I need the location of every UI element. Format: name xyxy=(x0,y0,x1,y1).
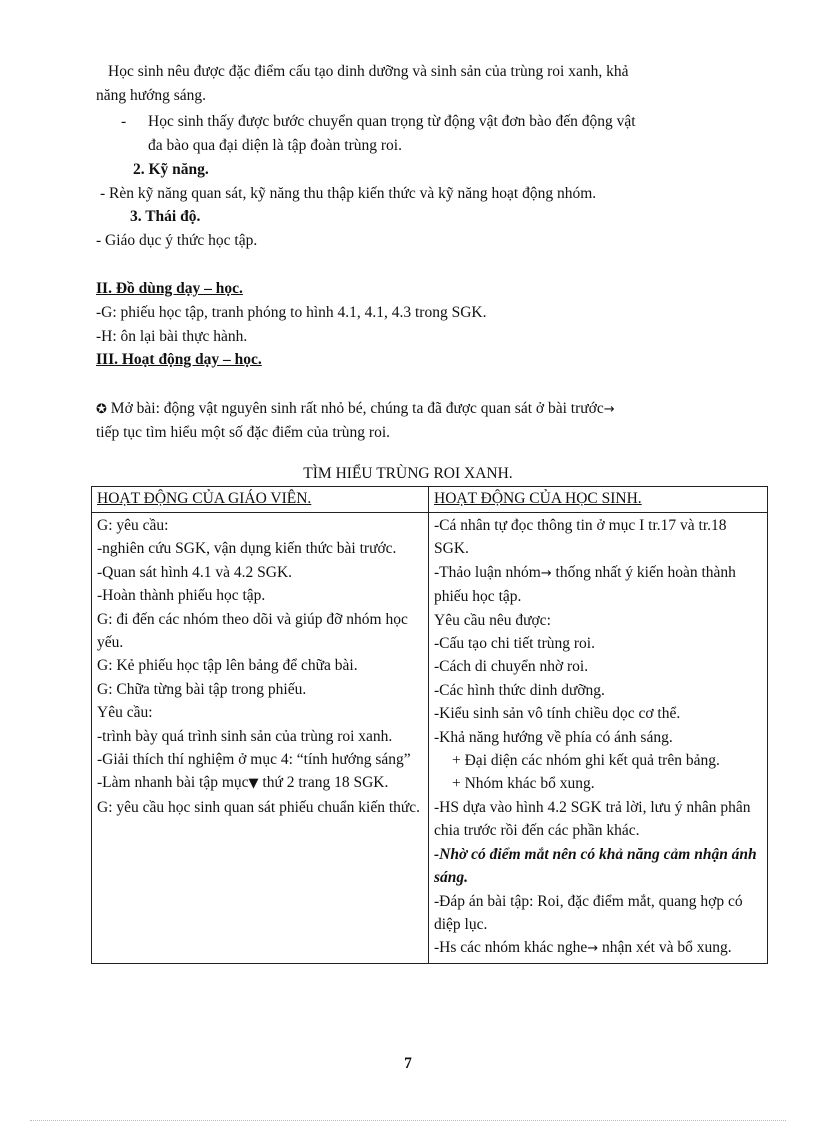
student-line-part: nhận xét và bổ xung. xyxy=(598,939,732,957)
circle-star-bullet-icon: ✪ xyxy=(96,402,107,417)
student-line: -Cá nhân tự đọc thông tin ở mục I tr.17 và tr.18 SGK. xyxy=(434,517,727,558)
student-line: -Cách di chuyển nhờ roi. xyxy=(434,658,589,676)
teacher-line: -nghiên cứu SGK, vận dụng kiến thức bài trước. xyxy=(97,540,397,558)
activities-heading: III. Hoạt động dạy – học. xyxy=(96,351,262,368)
right-arrow-icon: → xyxy=(587,941,599,957)
student-line-part: -Hs các nhóm khác nghe xyxy=(434,939,588,957)
footer-divider xyxy=(30,1120,786,1121)
teacher-line xyxy=(97,771,423,795)
student-line-emphasis: -Nhờ có điểm mắt nên có khả năng cảm nhận ánh sáng. xyxy=(434,845,757,887)
materials-heading: II. Đồ dùng dạy – học. xyxy=(96,280,243,297)
objective-line-1: Học sinh nêu được đặc điểm cấu tạo dinh dưỡng và sinh sản của trùng roi xanh, khả xyxy=(108,63,629,80)
teacher-line: G: Kẻ phiếu học tập lên bảng để chữa bài. xyxy=(97,657,358,675)
table-header-row xyxy=(92,487,768,513)
teacher-line-part: -Làm nhanh bài tập mục xyxy=(97,774,249,792)
student-line-part: -Thảo luận nhóm xyxy=(434,563,541,581)
teacher-line: -Quan sát hình 4.1 và 4.2 SGK. xyxy=(97,563,293,581)
teacher-line: G: đi đến các nhóm theo dõi và giúp đỡ nhóm học yếu. xyxy=(97,610,408,652)
right-arrow-icon: → xyxy=(603,402,615,417)
intro-line-2: tiếp tục tìm hiểu một số đặc điểm của trùng roi. xyxy=(96,424,391,441)
intro-text-1: Mở bài: động vật nguyên sinh rất nhỏ bé, chúng ta đã được quan sát ở bài trước xyxy=(110,400,604,417)
student-line: + Nhóm khác bổ xung. xyxy=(452,775,595,793)
teacher-column-header: HOẠT ĐỘNG CỦA GIÁO VIÊN. xyxy=(92,487,429,513)
student-line: -Cấu tạo chi tiết trùng roi. xyxy=(434,635,595,653)
student-line: -HS dựa vào hình 4.2 SGK trả lời, lưu ý nhân phân chia trước rồi đến các phần khác. xyxy=(434,798,751,840)
student-line: + Đại diện các nhóm ghi kết quả trên bảng. xyxy=(452,752,720,770)
teacher-line: -Hoàn thành phiếu học tập. xyxy=(97,587,266,605)
skills-text: - Rèn kỹ năng quan sát, kỹ năng thu thập kiến thức và kỹ năng hoạt động nhóm. xyxy=(100,185,597,202)
teacher-line: G: yêu cầu: xyxy=(97,517,169,534)
teacher-line: -trình bày quá trình sinh sản của trùng roi xanh. xyxy=(97,727,393,745)
teacher-activities-cell xyxy=(92,513,429,964)
student-line xyxy=(434,936,762,960)
teacher-line: G: Chữa từng bài tập trong phiếu. xyxy=(97,680,307,698)
skills-heading: 2. Kỹ năng. xyxy=(133,161,209,178)
attitude-heading: 3. Thái độ. xyxy=(130,208,201,225)
student-line-part: thống nhất ý kiến hoàn thành phiếu học tập. xyxy=(434,563,736,606)
teacher-line: Yêu cầu: xyxy=(97,704,153,722)
student-line: -Các hình thức dinh dưỡng. xyxy=(434,681,605,699)
student-activities-cell xyxy=(429,513,768,964)
materials-student: -H: ôn lại bài thực hành. xyxy=(96,328,248,345)
down-triangle-icon: ▼ xyxy=(248,776,259,792)
student-line: -Đáp án bài tập: Roi, đặc điểm mắt, quang hợp có diệp lục. xyxy=(434,892,743,933)
student-line: Yêu cầu nêu được: xyxy=(434,611,551,629)
objective-line-2: năng hướng sáng. xyxy=(96,87,207,104)
intro-line-1 xyxy=(96,397,615,422)
student-line xyxy=(434,561,762,609)
materials-teacher: -G: phiếu học tập, tranh phóng to hình 4.1, 4.1, 4.3 trong SGK. xyxy=(96,304,487,321)
teacher-line: G: yêu cầu học sinh quan sát phiếu chuẩn kiến thức. xyxy=(97,798,421,816)
objective-line-3: Học sinh thấy được bước chuyển quan trọng từ động vật đơn bào đến động vật xyxy=(148,113,636,130)
attitude-text: - Giáo dục ý thức học tập. xyxy=(96,232,258,249)
teacher-line-part: thứ 2 trang 18 SGK. xyxy=(258,774,389,792)
objective-line-4: đa bào qua đại diện là tập đoàn trùng roi. xyxy=(148,137,402,154)
activity-table xyxy=(91,486,768,964)
student-column-header: HOẠT ĐỘNG CỦA HỌC SINH. xyxy=(429,487,768,513)
page-number: 7 xyxy=(404,1055,412,1072)
student-line: -Khả năng hướng về phía có ánh sáng. xyxy=(434,728,673,746)
objective-dash: - xyxy=(121,113,127,130)
teacher-line: -Giải thích thí nghiệm ở mục 4: “tính hướng sáng” xyxy=(97,751,411,769)
table-body-row xyxy=(92,513,768,964)
table-title: TÌM HIỂU TRÙNG ROI XANH. xyxy=(303,465,513,482)
student-line: -Kiểu sinh sản vô tính chiều dọc cơ thể. xyxy=(434,705,681,723)
right-arrow-icon: → xyxy=(540,565,552,581)
